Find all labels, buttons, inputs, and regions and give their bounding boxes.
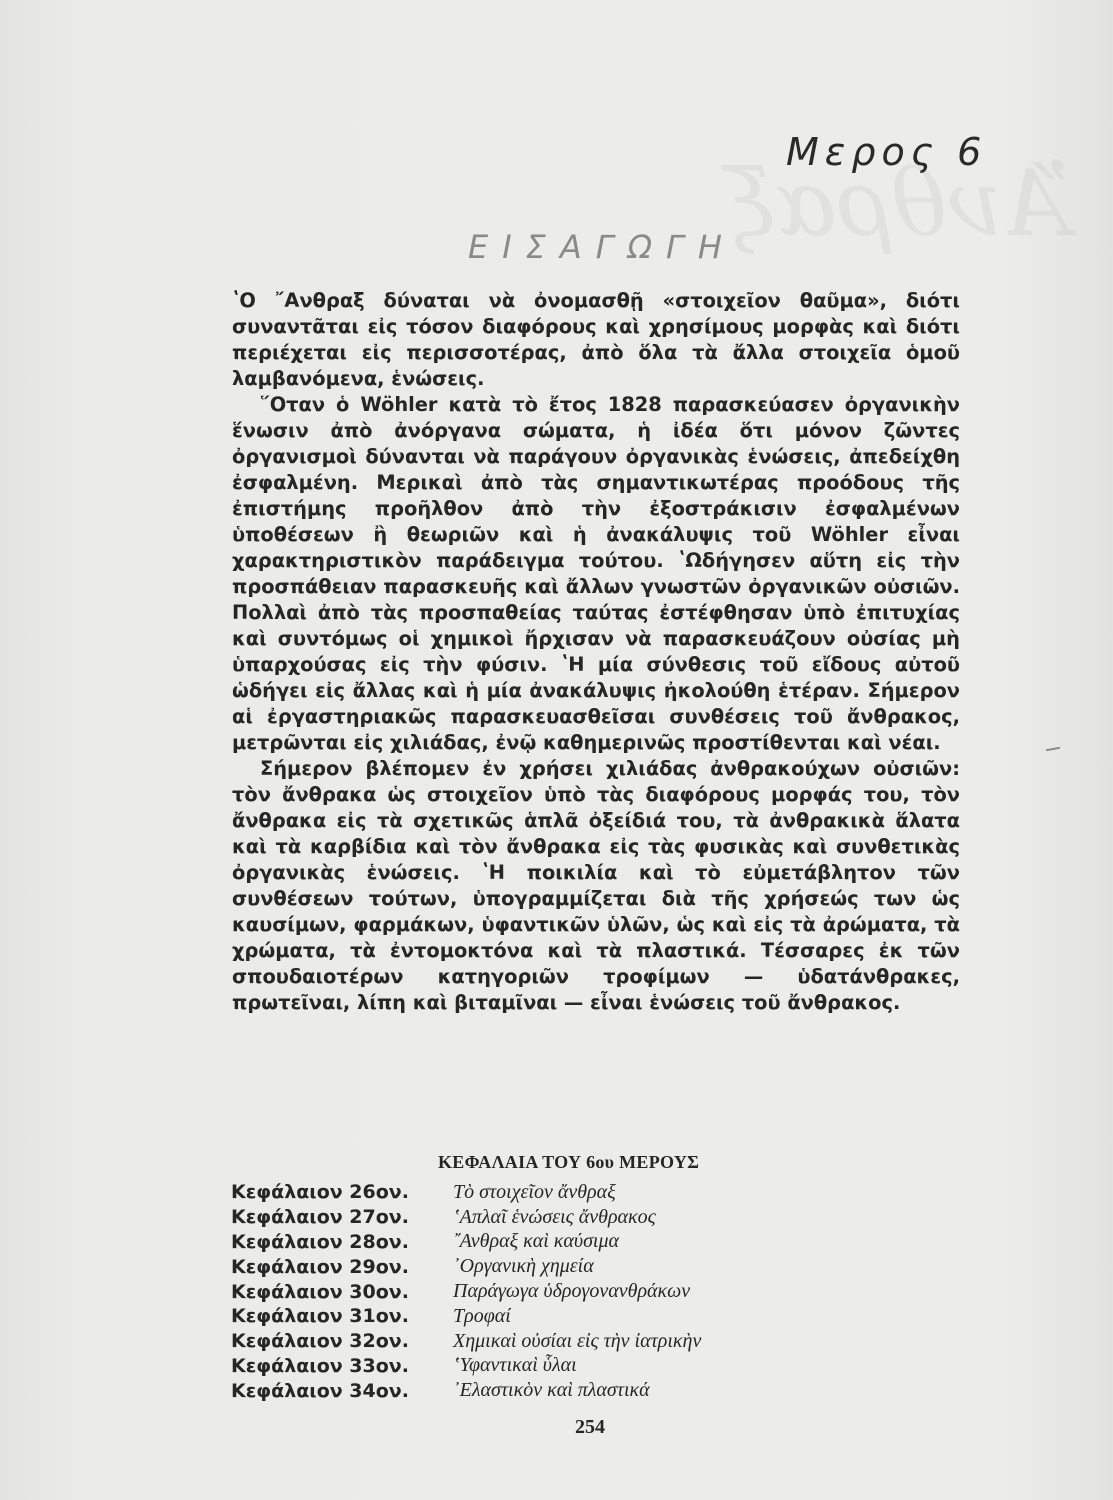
chapter-title: ῎Ανθραξ καὶ καύσιμα [453,1230,620,1253]
chapter-label: Κεφάλαιον 32ον. [231,1330,409,1353]
paragraph-3: Σήμερον βλέπομεν ἐν χρήσει χιλιάδας ἀνθρακούχων οὐσιῶν: τὸν ἄνθρακα ὡς στοιχεῖον ὑπὸ τὰς διαφόρους μορφάς του, τὸν ἄνθρακα εἰς τὰ σχετικῶς ἁπλᾶ ὀξείδιά του, τὰ ἀνθρακικὰ ἅλατα καὶ τὰ καρβίδια καὶ τὸν ἄνθρακα εἰς τὰς φυσικὰς καὶ συνθετικὰς ὀργανικὰς ἑνώσεις. ʽΗ ποικιλία καὶ τὸ εὐμετάβλητον τῶν συνθέσεων τούτων, ὑπογραμμίζεται διὰ τῆς χρήσεώς των ὡς καυσίμων, φαρμάκων, ὑφαντικῶν ὑλῶν, ὡς καὶ εἰς τὰ ἀρώματα, τὰ χρώματα, τὰ ἐντομοκτόνα καὶ τὰ πλαστικά. Τέσσαρες ἐκ τῶν σπουδαιοτέρων κατηγοριῶν τροφίμων — ὑδατάνθρακες, πρωτεῖναι, λίπη καὶ βιταμῖναι — εἶναι ἑνώσεις τοῦ ἄνθρακος. [232,757,960,1014]
chapter-label: Κεφάλαιον 30ον. [231,1280,409,1303]
chapter-title: ʽΑπλαῖ ἑνώσεις ἄνθρακος [453,1205,656,1228]
chapter-row [231,1279,871,1304]
page-number: 254 [575,1416,605,1438]
chapter-list [231,1180,871,1403]
chapter-label: Κεφάλαιον 34ον. [231,1379,409,1402]
chapter-row [231,1329,871,1354]
chapter-title: ᾿Ελαστικὸν καὶ πλαστικά [453,1379,650,1402]
chapter-label: Κεφάλαιον 26ον. [231,1181,409,1204]
part-title: Μερος 6 [786,130,988,174]
chapter-row [231,1378,871,1403]
chapter-label: Κεφάλαιον 33ον. [231,1354,409,1377]
chapter-title: Τροφαί [453,1304,511,1327]
chapter-title: Τὸ στοιχεῖον ἄνθραξ [453,1180,616,1203]
chapter-label: Κεφάλαιον 31ον. [231,1305,409,1328]
chapter-row [231,1254,871,1279]
margin-pencil-mark [1046,747,1060,751]
chapter-label: Κεφάλαιον 27ον. [231,1206,409,1229]
paragraph-1: ʽΟ ῎Ανθραξ δύναται νὰ ὀνομασθῇ «στοιχεῖον θαῦμα», διότι συναντᾶται εἰς τόσον διαφόρους καὶ χρησίμους μορφὰς καὶ διότι περιέχεται εἰς περισσοτέρας, ἀπὸ ὅλα τὰ ἄλλα στοιχεῖα ὁμοῦ λαμβανόμενα, ἑνώσεις. [232,289,960,390]
chapter-label: Κεφάλαιον 28ον. [231,1230,409,1253]
paragraph-2: ῞Οταν ὁ Wöhler κατὰ τὸ ἔτος 1828 παρασκεύασεν ὀργανικὴν ἕνωσιν ἀπὸ ἀνόργανα σώματα, ἡ ἰδέα ὅτι μόνον ζῶντες ὀργανισμοὶ δύνανται νὰ παράγουν ὀργανικὰς ἑνώσεις, ἀπεδείχθη ἐσφαλμένη. Μερικαὶ ἀπὸ τὰς σημαντικωτέρας προόδους τῆς ἐπιστήμης προῆλθον ἀπὸ τὴν ἐξοστράκισιν ἐσφαλμένων ὑποθέσεων ἢ θεωριῶν καὶ ἡ ἀνακάλυψις τοῦ Wöhler εἶναι χαρακτηριστικὸν παράδειγμα τούτου. ʽΩδήγησεν αὕτη εἰς τὴν προσπάθειαν παρασκευῆς καὶ ἄλλων γνωστῶν ὀργανικῶν οὐσιῶν. Πολλαὶ ἀπὸ τὰς προσπαθείας ταύτας ἐστέφθησαν ὑπὸ ἐπιτυχίας καὶ συντόμως οἱ χημικοὶ ἤρχισαν νὰ παρασκευάζουν οὐσίας μὴ ὑπαρχούσας εἰς τὴν φύσιν. ʽΗ μία σύνθεσις τοῦ εἴδους αὐτοῦ ὡδήγει εἰς ἄλλας καὶ ἡ μία ἀνακάλυψις ἠκολούθη ἑτέραν. Σήμερον αἱ ἐργαστηριακῶς παρασκευασθεῖσαι συνθέσεις τοῦ ἄνθρακος, μετρῶνται εἰς χιλιάδας, ἐνῷ καθημερινῶς προστίθενται καὶ νέαι. [232,393,960,754]
chapter-row [231,1304,871,1329]
introduction-body [232,288,960,1016]
chapter-label: Κεφάλαιον 29ον. [231,1255,409,1278]
chapter-title: ᾿Οργανικὴ χημεία [453,1255,594,1278]
introduction-heading: ΕΙΣΑΓΩΓΗ [468,228,736,266]
chapter-row [231,1354,871,1379]
chapter-row [231,1205,871,1230]
chapters-heading: ΚΕΦΑΛΑΙΑ ΤΟΥ 6ου ΜΕΡΟΥΣ [438,1152,700,1172]
chapter-row [231,1230,871,1255]
chapter-title: Χημικαὶ οὐσίαι εἰς τὴν ἰατρικὴν [453,1329,702,1352]
chapter-title: ʽΥφαντικαὶ ὗλαι [453,1354,577,1377]
chapter-title: Παράγωγα ὑδρογονανθράκων [453,1280,691,1303]
chapter-row [231,1180,871,1205]
